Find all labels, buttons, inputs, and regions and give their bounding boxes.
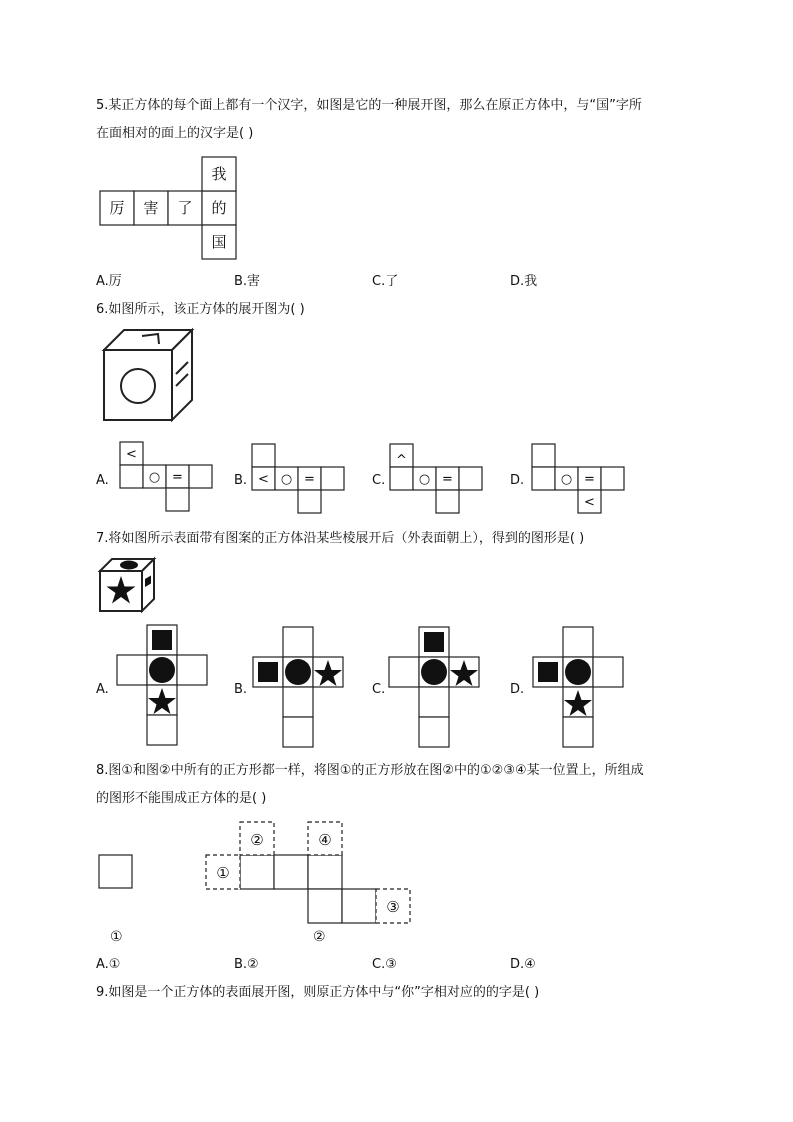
q7-option-c-label[interactable]: C.	[372, 682, 386, 697]
q5-option-d[interactable]: D.我	[510, 274, 538, 289]
circle-icon	[421, 659, 447, 685]
q5-cube-net	[100, 157, 240, 261]
q8-pos-label-4: ④	[318, 831, 332, 849]
q8-pos-label-3: ③	[386, 898, 400, 916]
q5-net-char-5: 我	[211, 165, 227, 183]
q6-option-d-label[interactable]: D.	[510, 473, 525, 488]
square-icon	[538, 662, 558, 682]
q5-net-char-4: 的	[211, 199, 227, 217]
q6-option-d-net[interactable]	[532, 444, 632, 520]
q6c-circle-glyph: ○	[418, 472, 431, 487]
q5-net-char-3: 了	[177, 199, 193, 217]
q6d-circle-glyph: ○	[560, 472, 573, 487]
q8-figure-2-net	[205, 821, 411, 925]
q6-option-a-net[interactable]	[120, 442, 220, 518]
q6-text-line1: 6.如图所示，该正方体的展开图为( )	[96, 302, 305, 317]
q7-option-b-net[interactable]	[253, 627, 345, 749]
square-icon	[152, 630, 172, 650]
q6-option-c-label[interactable]: C.	[372, 473, 386, 488]
q8-option-b[interactable]: B.②	[234, 957, 259, 972]
q7-option-a-label[interactable]: A.	[96, 682, 109, 697]
q6c-equal-glyph: =	[442, 472, 453, 487]
q6-cube-figure	[104, 330, 196, 422]
q6d-lt-glyph: <	[584, 495, 595, 510]
q8-figure-1-label: ①	[110, 929, 123, 945]
q5-option-a[interactable]: A.厉	[96, 274, 122, 289]
q7-option-c-net[interactable]	[389, 627, 481, 749]
q6c-hat-glyph: ^	[396, 453, 407, 468]
q7-option-d-label[interactable]: D.	[510, 682, 525, 697]
q7-option-b-label[interactable]: B.	[234, 682, 248, 697]
q9-text-line1: 9.如图是一个正方体的表面展开图，则原正方体中与“你”字相对应的的字是( )	[96, 985, 540, 1000]
q5-option-c[interactable]: C.了	[372, 274, 399, 289]
q6-option-a-label[interactable]: A.	[96, 473, 109, 488]
q6-option-b-label[interactable]: B.	[234, 473, 248, 488]
square-icon	[258, 662, 278, 682]
q8-pos-label-2: ②	[250, 831, 264, 849]
circle-icon	[565, 659, 591, 685]
q6-option-c-net[interactable]	[390, 444, 490, 520]
q6d-equal-glyph: =	[584, 472, 595, 487]
q5-net-char-2: 害	[143, 199, 159, 217]
q8-option-c[interactable]: C.③	[372, 957, 397, 972]
q5-text-line1: 5.某正方体的每个面上都有一个汉字，如图是它的一种展开图，那么在原正方体中，与“国”字所	[96, 98, 642, 113]
q6a-equal-glyph: =	[172, 470, 183, 485]
circle-icon	[149, 657, 175, 683]
q8-text-line1: 8.图①和图②中所有的正方形都一样，将图①的正方形放在图②中的①②③④某一位置上，所组成	[96, 763, 644, 778]
q6-option-b-net[interactable]	[252, 444, 352, 520]
q8-figure-2-label: ②	[313, 929, 326, 945]
q8-text-line2: 的图形不能围成正方体的是( )	[96, 791, 267, 806]
circle-icon	[285, 659, 311, 685]
q6b-lt-glyph: <	[258, 472, 269, 487]
q8-pos-label-1: ①	[216, 864, 230, 882]
q5-option-b[interactable]: B.害	[234, 274, 261, 289]
q8-figure-1-square	[98, 854, 134, 890]
q7-text-line1: 7.将如图所示表面带有图案的正方体沿某些棱展开后（外表面朝上），得到的图形是( )	[96, 531, 585, 546]
q7-cube-figure	[100, 559, 156, 613]
q5-text-line2: 在面相对的面上的汉字是( )	[96, 126, 254, 141]
q6a-circle-glyph: ○	[148, 470, 161, 485]
q8-option-d[interactable]: D.④	[510, 957, 536, 972]
q7-option-a-net[interactable]	[117, 625, 209, 747]
q6b-equal-glyph: =	[304, 472, 315, 487]
q6a-lt-glyph: <	[126, 447, 137, 462]
q6b-circle-glyph: ○	[280, 472, 293, 487]
q7-option-d-net[interactable]	[533, 627, 625, 749]
q8-option-a[interactable]: A.①	[96, 957, 121, 972]
q5-net-char-6: 国	[211, 233, 227, 251]
q5-net-char-1: 厉	[109, 199, 125, 217]
square-icon	[424, 632, 444, 652]
